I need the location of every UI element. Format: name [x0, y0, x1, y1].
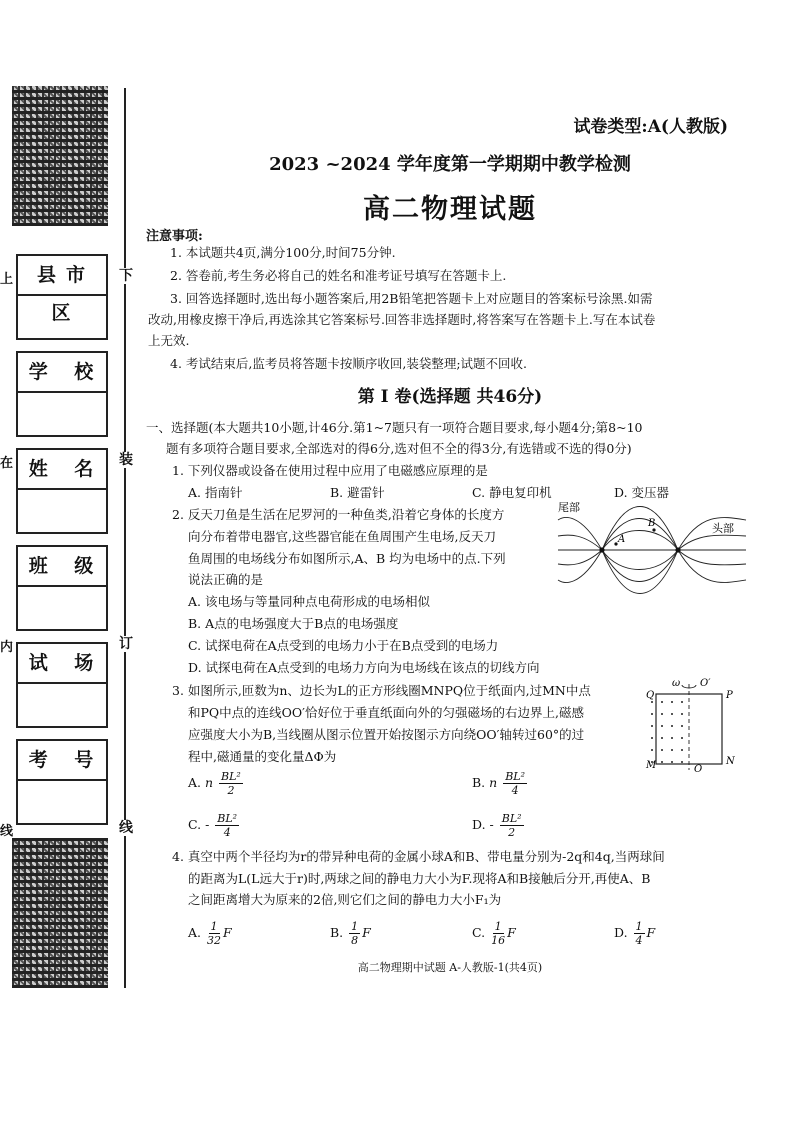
q1-option-b: B. 避雷针 [330, 485, 385, 500]
label-o-prime: O′ [700, 678, 711, 689]
q2-electric-field-figure [554, 498, 750, 594]
exam-title: 高二物理试题 [363, 194, 537, 225]
binding-mark-ding: 订 [119, 636, 133, 652]
q2-stem: 2. 反天刀鱼是生活在尼罗河的一种鱼类,沿着它身体的长度方 [172, 507, 505, 522]
q1-stem: 1. 下列仪器或设备在使用过程中应用了电磁感应原理的是 [172, 463, 488, 478]
notice-item: 2. 答卷前,考生务必将自己的姓名和准考证号填写在答题卡上. [170, 268, 507, 283]
field-label: 班 级 [18, 547, 106, 587]
notice-item: 4. 考试结束后,监考员将答题卡按顺序收回,装袋整理;试题不回收. [170, 356, 528, 371]
q1-option-c: C. 静电复印机 [472, 485, 552, 500]
q4-stem: 的距离为L(L远大于r)时,两球之间的静电力大小为F.现将A和B接触后分开,再使A、B [188, 871, 651, 886]
notice-item: 上无效. [148, 333, 190, 348]
binding-mark-xian: 线 [119, 820, 133, 836]
q3-stem: 3. 如图所示,匝数为n、边长为L的正方形线圈MNPQ位于纸面内,过MN中点 [172, 683, 591, 698]
page-footer: 高二物理期中试题 A-人教版-1(共4页) [357, 961, 543, 974]
q3-option-d: D. - $\frac{\text{BL²}}{2}$ [472, 812, 522, 839]
q3-option-b: B. n $\frac{\text{BL²}}{4}$ [472, 770, 526, 797]
edge-glyph: 上 [0, 272, 14, 287]
q1-option-d: D. 变压器 [614, 485, 670, 500]
qr-code-top [12, 86, 108, 226]
q3-stem: 应强度大小为B,当线圈从图示位置开始按图示方向绕OO′轴转过60°的过 [188, 727, 585, 742]
field-blank[interactable] [18, 587, 106, 629]
notice-item: 1. 本试题共4页,满分100分,时间75分钟. [170, 245, 396, 260]
field-label: 学 校 [18, 353, 106, 393]
field-label: 姓 名 [18, 450, 106, 490]
field-county[interactable] [16, 254, 108, 340]
label-head: 头部 [712, 522, 734, 535]
q2-option-c: C. 试探电荷在A点受到的电场力小于在B点受到的电场力 [188, 638, 499, 653]
q3-stem: 和PQ中点的连线OO′恰好位于垂直纸面向外的匀强磁场的右边界上,磁感 [188, 705, 584, 720]
binding-mark-zhuang: 装 [119, 452, 133, 468]
label-p: P [726, 690, 733, 701]
edge-glyph: 内 [0, 640, 14, 655]
field-label: 考 号 [18, 741, 106, 781]
label-omega: ω [672, 678, 681, 689]
binding-line [124, 88, 126, 988]
q3-stem: 程中,磁通量的变化量ΔΦ为 [188, 749, 337, 764]
q4-option-b: B. $\frac{1}{8}$ F [330, 920, 371, 947]
label-q: Q [646, 690, 655, 701]
label-n: N [726, 756, 735, 767]
exam-header: 2023 ~2024 学年度第一学期期中教学检测 [269, 154, 631, 175]
field-class[interactable] [16, 545, 108, 631]
q4-option-c: C. $\frac{1}{16}$ F [472, 920, 516, 947]
binding-mark-xia: 下 [119, 268, 133, 284]
notice-heading: 注意事项: [146, 229, 203, 244]
q3-option-a: A. n $\frac{\text{BL²}}{2}$ [188, 770, 241, 797]
field-label: 试 场 [18, 644, 106, 684]
field-blank[interactable] [18, 684, 106, 726]
section-intro: 一、选择题(本大题共10小题,计46分.第1~7题只有一项符合题目要求,每小题4分;第8~10 [146, 420, 643, 435]
field-blank[interactable] [18, 781, 106, 823]
q3-option-c: C. - $\frac{\text{BL²}}{4}$ [188, 812, 238, 839]
q2-stem: 向分布着带电器官,这些器官能在鱼周围产生电场,反天刀 [188, 529, 496, 544]
label-m: M [646, 760, 657, 771]
q4-option-d: D. $\frac{1}{4}$ F [614, 920, 656, 947]
field-school[interactable] [16, 351, 108, 437]
paper-type: 试卷类型:A(人教版) [573, 117, 728, 137]
field-blank[interactable] [18, 490, 106, 532]
edge-glyph: 在 [0, 456, 14, 471]
q2-option-d: D. 试探电荷在A点受到的电场力方向为电场线在该点的切线方向 [188, 660, 540, 675]
field-exam-number[interactable] [16, 739, 108, 825]
q2-option-a: A. 该电场与等量同种点电荷形成的电场相似 [188, 594, 430, 609]
label-b: B [648, 518, 656, 529]
q2-stem: 鱼周围的电场线分布如图所示,A、B 均为电场中的点.下列 [188, 551, 506, 566]
q2-option-b: B. A点的电场强度大于B点的电场强度 [188, 616, 399, 631]
label-o: O [694, 764, 703, 775]
section-intro: 题有多项符合题目要求,全部选对的得6分,选对但不全的得3分,有选错或不选的得0分) [166, 441, 632, 456]
field-name[interactable] [16, 448, 108, 534]
section-title: 第 Ⅰ 卷(选择题 共46分) [357, 387, 543, 407]
notice-item: 3. 回答选择题时,选出每小题答案后,用2B铅笔把答题卡上对应题目的答案标号涂黑.如需 [170, 291, 653, 306]
q4-option-a: A. $\frac{1}{32}$ F [188, 920, 232, 947]
q1-option-a: A. 指南针 [188, 485, 243, 500]
field-label: 县市区 [18, 256, 106, 296]
q3-coil-figure [644, 676, 744, 776]
q4-stem: 之间距离增大为原来的2倍,则它们之间的静电力大小F₁为 [188, 892, 502, 907]
q4-stem: 4. 真空中两个半径均为r的带异种电荷的金属小球A和B、带电量分别为-2q和4q,当两球间 [172, 849, 665, 864]
qr-code-bottom [12, 838, 108, 988]
field-blank[interactable] [18, 393, 106, 435]
label-tail: 尾部 [558, 501, 580, 514]
q2-stem: 说法正确的是 [188, 572, 264, 587]
notice-item: 改动,用橡皮擦干净后,再选涂其它答案标号.回答非选择题时,将答案写在答题卡上.写在本试卷 [148, 312, 656, 327]
field-exam-room[interactable] [16, 642, 108, 728]
label-a: A [618, 534, 626, 545]
edge-glyph: 线 [0, 824, 14, 839]
